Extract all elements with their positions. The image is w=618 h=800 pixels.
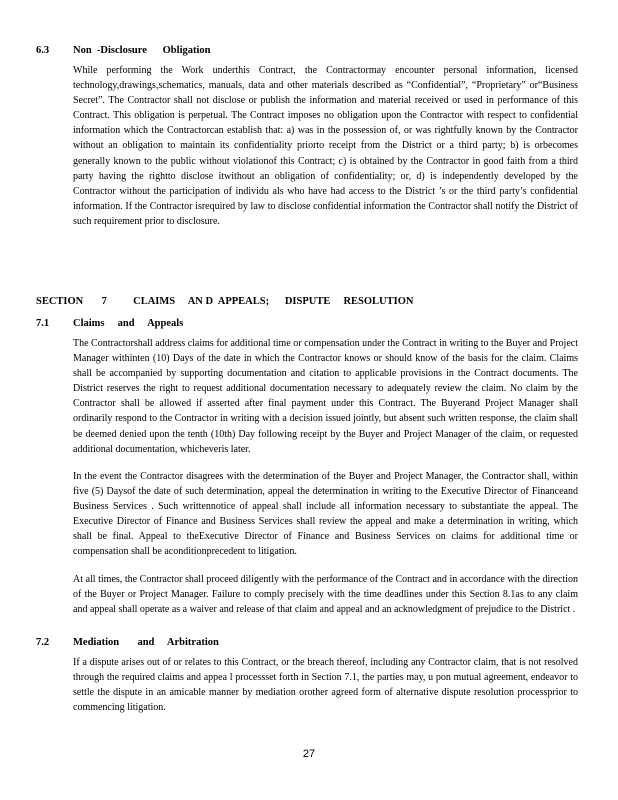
mediation-paragraph: If a dispute arises out of or relates to this Contract, or the breach thereof, including any Contractor claim, that is not resolved through the required claims and appea l processset forth in Section 7.1, the parties may, u pon mutual agreement, endeavor to settle the dispute in an amicable manner by mediation orother agreed form of alternative dispute resolution processprior to commencing litigation.: [73, 657, 578, 714]
section-7-2-number: 7.2: [36, 637, 50, 648]
section-7-1-number: 7.1: [36, 318, 50, 329]
page-number: 27: [302, 748, 316, 760]
claims-paragraph-2: In the event the Contractor disagrees with the determination of the Buyer and Project Manager, the Contractor shall, within five (5) Daysof the date of such determination, appeal the determination in writing to the Executive Director of Financeand Business Services . Such writtennotice of appeal shall include all information necessary to substantiate the appeal. The Executive Director of Finance and Business Services shall review the appeal and make a determination in writing, which shall be final. Appeal to theExecutive Director of Finance and Business Services on claims for additional time or compensation shall be aconditionprecedent to litigation.: [73, 471, 578, 558]
claims-paragraph-1: The Contractorshall address claims for additional time or compensation under the Contract in writing to the Buyer and Project Manager withinten (10) Days of the date in which the Contractor knows or should know of the basis for the claim. Claims shall be accompanied by supporting documentation and citation to applicable provisions in the Contract documents. The District reserves the right to request additional documentation necessary to adequately review the claim. No claim by the Contractor shall be allowed if asserted after final payment under this Contract. The Buyerand Project Manager shall ordinarily respond to the Contractor in writing with a decision issued jointly, but absent such written response, the claim shall be deemed denied upon the tenth (10th) Day following receipt by the Buyer and Project Manager of the claim, or requested additional documentation, whicheveris later.: [73, 338, 578, 455]
section-6-3-number: 6.3: [36, 45, 50, 56]
section-7-1-heading: Claims and Appeals: [73, 318, 184, 329]
section-7-2-heading: Mediation and Arbitration: [73, 637, 219, 648]
claims-paragraph-3: At all times, the Contractor shall proceed diligently with the performance of the Contract and in accordance with the direction of the Buyer or Project Manager. Failure to comply precisely with the time deadlines under this Section 8.1as to any claim and appeal shall operate as a waiver and release of that claim and appeal and an acknowledgment of prejudice to the District .: [73, 574, 578, 616]
non-disclosure-paragraph: While performing the Work underthis Contract, the Contractormay encounter personal information, licensed technology,drawings,schematics, manuals, data and other materials described as “Confidential”, “Proprietary” or“Business Secret”. The Contractor shall not disclose or publish the information and material received or used in performance of this Contract. This obligation is perpetual. The Contract imposes no obligation upon the Contractor with respect to confidential information which the Contractorcan establish that: a) was in the possession of, or was rightfully known by the Contractor without an obligation to maintain its confidentiality priorto receipt from the District or a third party; b) is orbecomes generally known to the public without violationof this Contract; c) is obtained by the Contractor in good faith from a third party having the rightto disclose itwithout an obligation of confidentiality; or, d) is independently developed by the Contractor without the participation of individu als who have had access to the District ’s or the third party’s confidential information. If the Contractor isrequired by law to disclose confidential information the Contractor shall notify the District of such requirement prior to disclosure.: [73, 65, 578, 227]
section-7-title: SECTION 7 CLAIMS AN D APPEALS; DISPUTE RESOLUTION: [36, 296, 414, 307]
section-6-3-heading: Non -Disclosure Obligation: [73, 45, 211, 56]
